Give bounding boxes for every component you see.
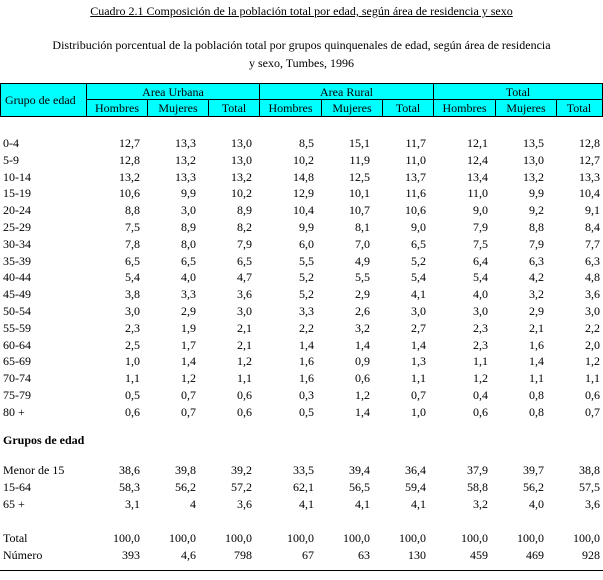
- table-cell: 12,8: [119, 152, 140, 167]
- row-label: 25-29: [3, 220, 31, 234]
- table-cell: 1,1: [125, 371, 140, 386]
- table-cell: 3,0: [411, 304, 426, 318]
- table-cell: 5,2: [299, 270, 314, 285]
- table-row: [0, 404, 603, 420]
- table-cell: 0,6: [585, 388, 600, 402]
- table-cell: 100,0: [169, 531, 196, 545]
- table-cell: 11,0: [405, 152, 426, 167]
- table-cell: 2,9: [355, 287, 370, 302]
- table-row: [0, 286, 603, 302]
- table-cell: 928: [582, 547, 600, 562]
- table-cell: 1,4: [299, 337, 314, 352]
- table-cell: 3,0: [473, 304, 488, 318]
- table-cell: 13,0: [523, 152, 544, 167]
- table-row: [0, 387, 603, 403]
- table-cell: 2,3: [125, 320, 140, 335]
- table-cell: 8,9: [237, 203, 252, 218]
- table-cell: 4,6: [181, 547, 196, 562]
- table-cell: 1,1: [473, 354, 488, 369]
- table-cell: 10,2: [293, 152, 314, 167]
- table-cell: 100,0: [113, 531, 140, 545]
- table-cell: 39,7: [523, 463, 544, 477]
- table-cell: 2,9: [529, 304, 544, 318]
- table-cell: 2,1: [237, 337, 252, 352]
- table-cell: 13,3: [175, 136, 196, 150]
- table-cell: 13,3: [175, 169, 196, 184]
- table-cell: 5,4: [473, 270, 488, 285]
- table-cell: 9,2: [529, 203, 544, 218]
- row-label: 50-54: [3, 304, 31, 318]
- row-label: 80 +: [3, 404, 25, 419]
- table-cell: 0,4: [473, 388, 488, 402]
- table-cell: 10,7: [349, 203, 370, 218]
- table-cell: 2,2: [585, 320, 600, 335]
- header-area-rural: Area Rural: [320, 85, 373, 99]
- table-row: [0, 236, 603, 252]
- table-cell: 39,2: [231, 463, 252, 477]
- table-cell: 100,0: [573, 531, 600, 545]
- table-cell: 7,5: [125, 220, 140, 234]
- table-cell: 12,9: [293, 186, 314, 201]
- table-cell: 14,8: [293, 169, 314, 184]
- table-cell: 13,7: [405, 169, 426, 184]
- table-cell: 12,7: [119, 136, 140, 150]
- table-cell: 2,5: [125, 337, 140, 352]
- table-row: [0, 337, 603, 353]
- table-row: [0, 253, 603, 269]
- table-cell: 6,0: [299, 236, 314, 251]
- table-cell: 59,4: [405, 479, 426, 494]
- table-cell: 1,2: [355, 388, 370, 402]
- table-cell: 1,2: [585, 354, 600, 369]
- table-cell: 1,6: [529, 337, 544, 352]
- table-row: [0, 479, 603, 495]
- table-cell: 0,6: [237, 388, 252, 402]
- table-cell: 7,9: [237, 236, 252, 251]
- header-subcol: Hombres: [268, 101, 313, 115]
- row-label: 15-64: [3, 479, 31, 494]
- header-subcol: Mujeres: [332, 101, 372, 115]
- table-cell: 7,8: [125, 236, 140, 251]
- table-cell: 3,8: [125, 287, 140, 302]
- row-label: 35-39: [3, 253, 31, 268]
- table-cell: 11,0: [467, 186, 488, 201]
- table-title: Cuadro 2.1 Composición de la población total por edad, según área de residencia y sexo: [90, 4, 513, 18]
- table-cell: 9,9: [181, 186, 196, 201]
- row-label: 0-4: [3, 136, 19, 150]
- table-cell: 58,8: [467, 479, 488, 494]
- table-row: [0, 152, 603, 168]
- table-cell: 3,6: [237, 287, 252, 302]
- table-cell: 2,2: [299, 320, 314, 335]
- table-cell: 4,2: [529, 270, 544, 285]
- table-cell: 13,2: [231, 169, 252, 184]
- table-cell: 7,9: [529, 236, 544, 251]
- table-cell: 8,8: [125, 203, 140, 218]
- row-label: 60-64: [3, 337, 31, 352]
- table-cell: 1,4: [529, 354, 544, 369]
- table-cell: 39,4: [349, 463, 370, 477]
- table-row: [0, 269, 603, 285]
- table-cell: 3,1: [125, 496, 140, 511]
- row-label: Menor de 15: [3, 463, 65, 477]
- table-cell: 12,7: [579, 152, 600, 167]
- table-cell: 6,5: [237, 253, 252, 268]
- table-cell: 0,6: [355, 371, 370, 386]
- table-cell: 15,1: [349, 136, 370, 150]
- table-cell: 4,1: [411, 496, 426, 511]
- table-cell: 100,0: [517, 531, 544, 545]
- table-row: [0, 547, 603, 563]
- table-cell: 5,4: [411, 270, 426, 285]
- table-cell: 10,4: [579, 186, 600, 201]
- table-cell: 8,2: [237, 220, 252, 234]
- table-cell: 9,1: [585, 203, 600, 218]
- table-cell: 5,5: [299, 253, 314, 268]
- table-cell: 13,3: [579, 169, 600, 184]
- table-cell: 2,1: [237, 320, 252, 335]
- table-cell: 1,1: [411, 371, 426, 386]
- table-cell: 67: [302, 547, 314, 562]
- header-subcol: Total: [395, 101, 421, 115]
- table-cell: 9,9: [529, 186, 544, 201]
- table-cell: 6,5: [411, 236, 426, 251]
- table-cell: 6,4: [473, 253, 488, 268]
- row-label: 55-59: [3, 320, 31, 335]
- table-cell: 8,4: [585, 220, 600, 234]
- table-cell: 100,0: [343, 531, 370, 545]
- table-cell: 1,4: [411, 337, 426, 352]
- table-cell: 13,0: [231, 152, 252, 167]
- row-label: 20-24: [3, 203, 31, 218]
- table-cell: 1,2: [237, 354, 252, 369]
- table-cell: 7,7: [585, 236, 600, 251]
- table-cell: 1,0: [411, 404, 426, 419]
- table-header: [0, 83, 603, 117]
- table-cell: 10,6: [119, 186, 140, 201]
- row-label: Total: [3, 531, 28, 545]
- table-cell: 0,7: [181, 388, 196, 402]
- row-label: 65-69: [3, 354, 31, 369]
- table-cell: 2,3: [473, 337, 488, 352]
- table-cell: 5,5: [355, 270, 370, 285]
- table-cell: 63: [358, 547, 370, 562]
- table-cell: 3,0: [125, 304, 140, 318]
- table-cell: 2,7: [411, 320, 426, 335]
- header-subcol: Hombres: [442, 101, 487, 115]
- table-cell: 7,5: [473, 236, 488, 251]
- table-cell: 4: [190, 496, 196, 511]
- table-cell: 1,3: [411, 354, 426, 369]
- table-cell: 1,4: [181, 354, 196, 369]
- table-cell: 7,0: [355, 236, 370, 251]
- table-cell: 4,8: [585, 270, 600, 285]
- table-cell: 13,0: [231, 136, 252, 150]
- table-cell: 4,1: [299, 496, 314, 511]
- row-label: 15-19: [3, 186, 31, 201]
- table-cell: 56,5: [349, 479, 370, 494]
- table-cell: 39,8: [175, 463, 196, 477]
- table-cell: 4,7: [237, 270, 252, 285]
- table-cell: 11,9: [349, 152, 370, 167]
- table-cell: 9,9: [299, 220, 314, 234]
- table-cell: 5,2: [411, 253, 426, 268]
- table-cell: 8,8: [529, 220, 544, 234]
- table-cell: 3,0: [585, 304, 600, 318]
- table-cell: 62,1: [293, 479, 314, 494]
- table-cell: 0,8: [529, 388, 544, 402]
- table-cell: 4,0: [473, 287, 488, 302]
- table-cell: 9,0: [473, 203, 488, 218]
- table-cell: 100,0: [461, 531, 488, 545]
- table-cell: 1,4: [355, 404, 370, 419]
- table-cell: 6,3: [585, 253, 600, 268]
- row-label: 5-9: [3, 152, 19, 167]
- header-subcol: Mujeres: [506, 101, 546, 115]
- table-cell: 0,5: [299, 404, 314, 419]
- header-group-label: Grupo de edad: [5, 93, 76, 107]
- groups-heading: Grupos de edad: [3, 433, 85, 447]
- row-label: 45-49: [3, 287, 31, 302]
- table-cell: 8,0: [181, 236, 196, 251]
- bottom-rule: [0, 570, 603, 571]
- table-cell: 8,9: [181, 220, 196, 234]
- table-subtitle-line2: y sexo, Tumbes, 1996: [248, 56, 355, 70]
- row-label: 75-79: [3, 388, 31, 402]
- table-cell: 0,5: [125, 388, 140, 402]
- table-cell: 3,2: [473, 496, 488, 511]
- table-cell: 1,1: [529, 371, 544, 386]
- table-row: [0, 185, 603, 201]
- table-cell: 37,9: [467, 463, 488, 477]
- table-row: [0, 320, 603, 336]
- table-cell: 1,9: [181, 320, 196, 335]
- table-row: [0, 202, 603, 218]
- table-cell: 4,1: [355, 496, 370, 511]
- header-subcol: Hombres: [95, 101, 139, 115]
- table-cell: 4,0: [529, 496, 544, 511]
- header-area-urbana: Area Urbana: [142, 85, 204, 99]
- table-cell: 0,7: [181, 404, 196, 419]
- table-cell: 33,5: [293, 463, 314, 477]
- table-cell: 38,8: [579, 463, 600, 477]
- table-cell: 12,8: [579, 136, 600, 150]
- table-cell: 0,6: [237, 404, 252, 419]
- table-row: [0, 169, 603, 185]
- table-cell: 38,6: [119, 463, 140, 477]
- table-cell: 2,1: [529, 320, 544, 335]
- table-cell: 1,2: [473, 371, 488, 386]
- table-cell: 1,4: [355, 337, 370, 352]
- table-cell: 12,1: [467, 136, 488, 150]
- table-row: [0, 353, 603, 369]
- table-cell: 8,1: [355, 220, 370, 234]
- table-cell: 11,6: [405, 186, 426, 201]
- table-cell: 10,6: [405, 203, 426, 218]
- row-label: 40-44: [3, 270, 31, 285]
- table-cell: 100,0: [287, 531, 314, 545]
- table-cell: 0,8: [529, 404, 544, 419]
- table-cell: 10,2: [231, 186, 252, 201]
- header-subcol: Total: [221, 101, 247, 115]
- table-cell: 1,6: [299, 354, 314, 369]
- table-cell: 3,6: [237, 496, 252, 511]
- table-cell: 56,2: [523, 479, 544, 494]
- row-label: 30-34: [3, 236, 31, 251]
- table-cell: 0,7: [411, 388, 426, 402]
- table-cell: 58,3: [119, 479, 140, 494]
- table-cell: 57,5: [579, 479, 600, 494]
- table-cell: 13,2: [175, 152, 196, 167]
- table-cell: 4,0: [181, 270, 196, 285]
- table-cell: 1,1: [585, 371, 600, 386]
- table-cell: 6,5: [125, 253, 140, 268]
- table-cell: 2,0: [585, 337, 600, 352]
- table-cell: 3,2: [355, 320, 370, 335]
- table-row: [0, 370, 603, 386]
- table-cell: 11,7: [405, 136, 426, 150]
- table-cell: 3,2: [529, 287, 544, 302]
- table-row: [0, 135, 603, 151]
- table-cell: 56,2: [175, 479, 196, 494]
- table-cell: 57,2: [231, 479, 252, 494]
- table-cell: 10,1: [349, 186, 370, 201]
- table-cell: 6,5: [181, 253, 196, 268]
- table-cell: 0,7: [585, 404, 600, 419]
- table-row: [0, 303, 603, 319]
- header-subcol: Total: [566, 101, 592, 115]
- table-cell: 2,6: [355, 304, 370, 318]
- table-cell: 2,9: [181, 304, 196, 318]
- table-cell: 36,4: [405, 463, 426, 477]
- table-cell: 130: [408, 547, 426, 562]
- table-cell: 1,1: [237, 371, 252, 386]
- table-cell: 3,6: [585, 496, 600, 511]
- table-cell: 3,0: [237, 304, 252, 318]
- table-cell: 1,7: [181, 337, 196, 352]
- table-cell: 2,3: [473, 320, 488, 335]
- table-cell: 3,3: [299, 304, 314, 318]
- row-label: 65 +: [3, 496, 25, 511]
- table-cell: 8,5: [299, 136, 314, 150]
- table-cell: 12,4: [467, 152, 488, 167]
- table-cell: 100,0: [399, 531, 426, 545]
- table-cell: 459: [470, 547, 488, 562]
- row-label: Número: [3, 547, 43, 562]
- table-row: [0, 219, 603, 235]
- table-cell: 0,3: [299, 388, 314, 402]
- table-cell: 3,0: [181, 203, 196, 218]
- table-cell: 3,6: [585, 287, 600, 302]
- table-cell: 13,2: [119, 169, 140, 184]
- table-cell: 5,2: [299, 287, 314, 302]
- table-cell: 469: [526, 547, 544, 562]
- table-row: [0, 530, 603, 546]
- table-cell: 12,5: [349, 169, 370, 184]
- table-cell: 9,0: [411, 220, 426, 234]
- table-cell: 1,2: [181, 371, 196, 386]
- table-cell: 7,9: [473, 220, 488, 234]
- table-cell: 1,6: [299, 371, 314, 386]
- table-cell: 798: [234, 547, 252, 562]
- table-cell: 4,9: [355, 253, 370, 268]
- table-row: [0, 496, 603, 512]
- table-row: [0, 462, 603, 478]
- table-cell: 6,3: [529, 253, 544, 268]
- table-cell: 0,9: [355, 354, 370, 369]
- table-cell: 0,6: [125, 404, 140, 419]
- header-area-total: Total: [505, 85, 531, 99]
- table-cell: 0,6: [473, 404, 488, 419]
- row-label: 10-14: [3, 169, 31, 184]
- row-label: 70-74: [3, 371, 31, 386]
- table-cell: 1,0: [125, 354, 140, 369]
- table-subtitle-line1: Distribución porcentual de la población total por grupos quinquenales de edad, según área de residencia: [52, 38, 551, 52]
- table-cell: 393: [122, 547, 140, 562]
- header-subcol: Mujeres: [158, 101, 198, 115]
- table-cell: 13,4: [467, 169, 488, 184]
- table-cell: 5,4: [125, 270, 140, 285]
- table-cell: 10,4: [293, 203, 314, 218]
- table-cell: 13,5: [523, 136, 544, 150]
- table-cell: 4,1: [411, 287, 426, 302]
- table-cell: 13,2: [523, 169, 544, 184]
- table-cell: 3,3: [181, 287, 196, 302]
- table-cell: 100,0: [225, 531, 252, 545]
